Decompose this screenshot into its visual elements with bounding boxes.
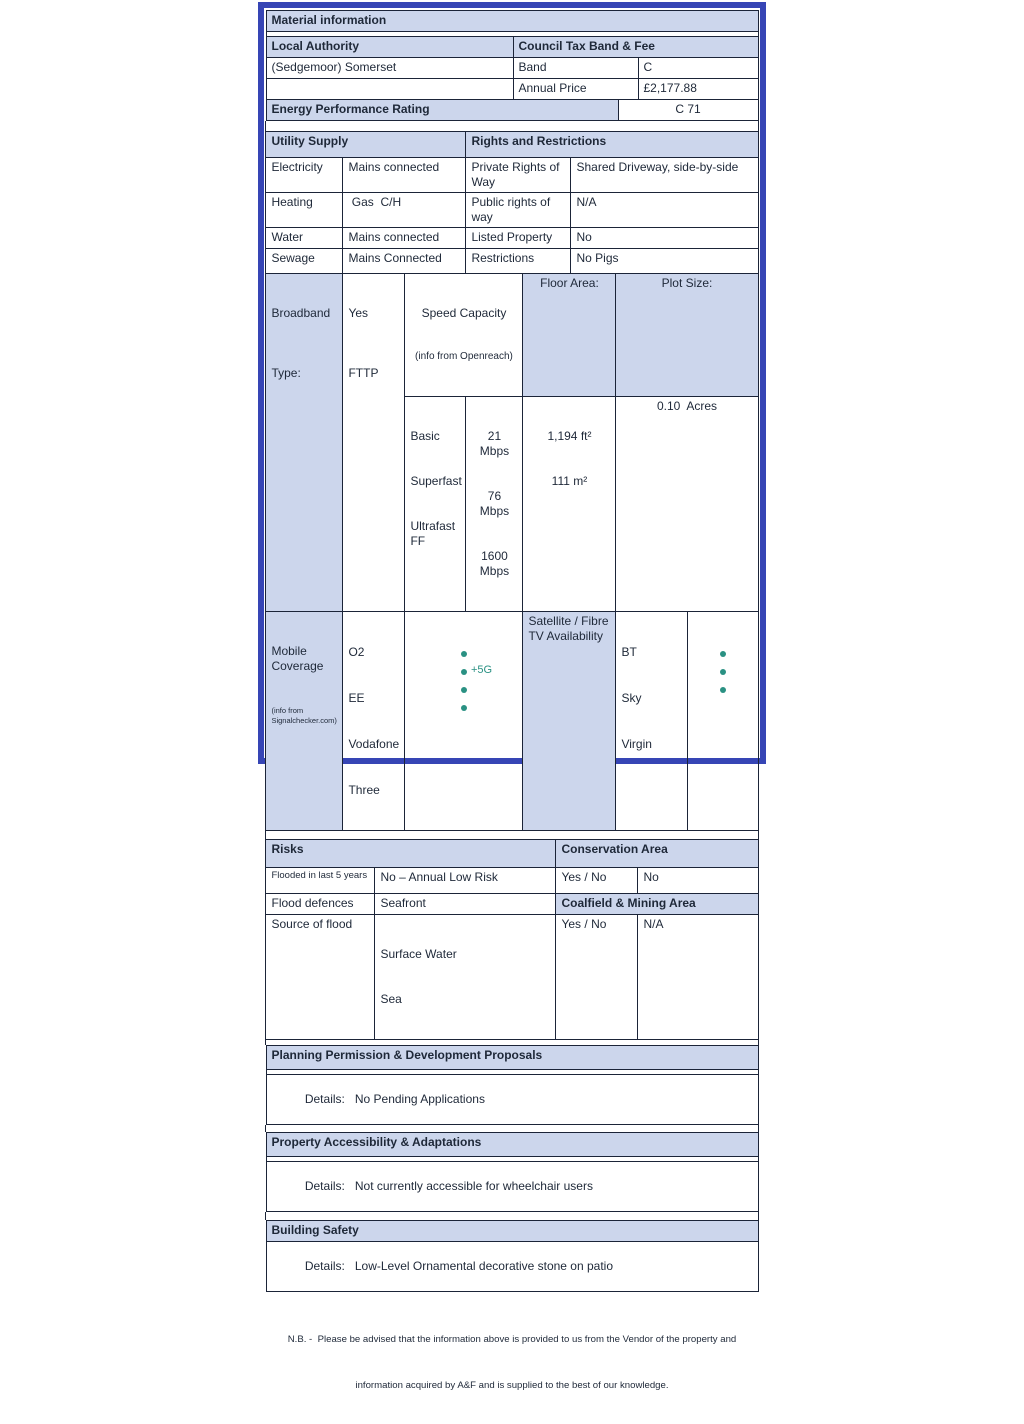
floor-area-sqft: 1,194 ft²	[528, 429, 610, 444]
empty-cell	[266, 79, 513, 100]
broadband-type-value-cell	[343, 274, 405, 612]
carrier-name: Three	[348, 782, 399, 798]
utility-service-label: Sewage	[266, 249, 343, 274]
broadband-label: Broadband	[271, 306, 337, 321]
mobile-coverage-label-cell	[266, 611, 343, 830]
tv-providers-cell	[616, 611, 688, 830]
document-title: Material information	[266, 11, 758, 32]
rights-label: Private Rights of Way	[466, 158, 571, 193]
council-tax-header: Council Tax Band & Fee	[513, 37, 758, 58]
plus-5g-label: +5G	[471, 664, 492, 678]
utility-supply-header: Utility Supply	[266, 132, 466, 158]
speed-values-cell	[466, 396, 523, 611]
speed-value: 21 Mbps	[471, 429, 517, 459]
rights-value: No Pigs	[571, 249, 758, 274]
details-label: Details:	[305, 1259, 345, 1273]
broadband-type-value: FTTP	[348, 366, 399, 381]
coverage-dot-icon	[461, 687, 467, 693]
planning-details-value: No Pending Applications	[355, 1092, 485, 1106]
accessibility-details-cell	[266, 1161, 758, 1211]
flood-source-value: Sea	[380, 992, 550, 1007]
disclaimer-note	[264, 1302, 760, 1424]
planning-permission-header: Planning Permission & Development Proposals	[266, 1045, 758, 1069]
disclaimer-line: information acquired by A&F and is supplied to the best of our knowledge.	[264, 1378, 760, 1393]
building-safety-details-cell	[266, 1241, 758, 1291]
accessibility-header: Property Accessibility & Adaptations	[266, 1132, 758, 1156]
rights-value: No	[571, 228, 758, 249]
planning-details-cell	[266, 1074, 758, 1124]
floor-area-sqm: 111 m²	[528, 474, 610, 489]
flooded-label: Flooded in last 5 years	[266, 867, 375, 893]
coalfield-value: N/A	[638, 914, 758, 1039]
speed-tier: Ultrafast FF	[410, 519, 460, 549]
coverage-dot-icon	[461, 669, 467, 675]
utility-service-value: Mains connected	[343, 228, 466, 249]
carrier-name: Vodafone	[348, 736, 399, 752]
local-authority-header: Local Authority	[266, 37, 513, 58]
accessibility-table	[266, 1132, 759, 1212]
local-authority-value: (Sedgemoor) Somerset	[266, 58, 513, 79]
speed-capacity-header-cell	[405, 274, 523, 397]
rights-label: Listed Property	[466, 228, 571, 249]
rights-value: N/A	[571, 193, 758, 228]
section-divider	[265, 831, 759, 839]
accessibility-details-value: Not currently accessible for wheelchair users	[355, 1179, 593, 1193]
tv-provider-name: Sky	[621, 690, 682, 706]
details-label: Details:	[305, 1179, 345, 1193]
speed-capacity-header: Speed Capacity	[410, 306, 517, 321]
coalfield-yesno: Yes / No	[556, 914, 638, 1039]
speed-capacity-note: (info from Openreach)	[410, 351, 517, 364]
coverage-dot-column	[410, 644, 517, 711]
rights-restrictions-header: Rights and Restrictions	[466, 132, 758, 158]
mobile-coverage-label: Mobile Coverage	[271, 644, 337, 674]
utility-service-value: Gas C/H	[343, 193, 466, 228]
utility-supply-table	[265, 131, 758, 831]
rights-label: Public rights of way	[466, 193, 571, 228]
utility-service-label: Electricity	[266, 158, 343, 193]
band-label: Band	[513, 58, 638, 79]
coverage-dot-icon	[461, 651, 467, 657]
mobile-carriers-cell	[343, 611, 405, 830]
flood-source-value: Surface Water	[380, 947, 550, 962]
speed-value: 1600 Mbps	[471, 549, 517, 579]
annual-price-value: £2,177.88	[638, 79, 758, 100]
annual-price-label: Annual Price	[513, 79, 638, 100]
floor-area-value-cell	[523, 396, 616, 611]
building-safety-details-value: Low-Level Ornamental decorative stone on patio	[355, 1259, 613, 1273]
utility-service-value: Mains connected	[343, 158, 466, 193]
mobile-coverage-note: (info from Signalchecker.com)	[271, 706, 337, 726]
band-value: C	[638, 58, 758, 79]
council-tax-table	[266, 10, 759, 121]
plot-size-value: 0.10 Acres	[616, 396, 758, 611]
flood-source-label: Source of flood	[266, 914, 375, 1039]
section-divider	[265, 1212, 759, 1220]
floor-area-header: Floor Area:	[523, 274, 616, 397]
tv-provider-name: BT	[621, 644, 682, 660]
material-information-document	[258, 2, 766, 764]
coverage-dot-5g-row	[461, 669, 467, 675]
broadband-type-label: Type:	[271, 366, 337, 381]
utility-service-value: Mains Connected	[343, 249, 466, 274]
utility-service-label: Water	[266, 228, 343, 249]
speed-value: 76 Mbps	[471, 489, 517, 519]
conservation-value: No	[638, 867, 758, 893]
risks-header: Risks	[266, 839, 556, 867]
speed-tier: Basic	[410, 429, 460, 444]
disclaimer-line: N.B. - Please be advised that the information above is provided to us from the Vendor of the property and	[264, 1332, 760, 1347]
utility-service-label: Heating	[266, 193, 343, 228]
broadband-available: Yes	[348, 306, 399, 321]
conservation-yesno: Yes / No	[556, 867, 638, 893]
rights-label: Restrictions	[466, 249, 571, 274]
epc-label: Energy Performance Rating	[266, 100, 618, 121]
building-safety-table	[266, 1220, 759, 1292]
availability-dot-icon	[720, 651, 726, 657]
satellite-tv-label: Satellite / Fibre TV Availability	[523, 611, 616, 830]
flood-source-value-cell	[375, 914, 556, 1039]
risks-table	[265, 839, 758, 1040]
tv-dot-column	[693, 644, 752, 693]
conservation-area-header: Conservation Area	[556, 839, 758, 867]
flood-defences-value: Seafront	[375, 893, 556, 914]
availability-dot-icon	[720, 669, 726, 675]
availability-dot-icon	[720, 687, 726, 693]
speed-tier: Superfast	[410, 474, 460, 489]
rights-value: Shared Driveway, side-by-side	[571, 158, 758, 193]
details-label: Details:	[305, 1092, 345, 1106]
tv-provider-name: Virgin	[621, 736, 682, 752]
speed-tiers-cell	[405, 396, 466, 611]
plot-size-header: Plot Size:	[616, 274, 758, 397]
planning-permission-table	[266, 1045, 759, 1125]
coalfield-mining-header: Coalfield & Mining Area	[556, 893, 758, 914]
carrier-name: EE	[348, 690, 399, 706]
broadband-type-label-cell	[266, 274, 343, 612]
flooded-value: No – Annual Low Risk	[375, 867, 556, 893]
building-safety-header: Building Safety	[266, 1220, 758, 1241]
section-divider	[265, 1125, 759, 1132]
section-divider	[265, 121, 759, 131]
flood-defences-label: Flood defences	[266, 893, 375, 914]
carrier-name: O2	[348, 644, 399, 660]
epc-value: C 71	[618, 100, 758, 121]
coverage-dot-icon	[461, 705, 467, 711]
mobile-coverage-dots-cell	[405, 611, 523, 830]
tv-availability-dots-cell	[688, 611, 758, 830]
